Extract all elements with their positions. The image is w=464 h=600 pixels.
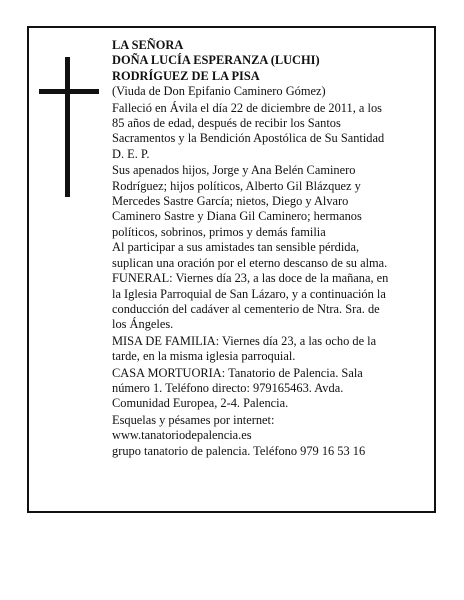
family-paragraph: [112, 163, 424, 240]
funeral-home-line: CASA MORTUORIA: Tanatorio de Palencia. Sala: [112, 365, 363, 380]
latin-cross-icon: [39, 57, 99, 197]
family-line: Sus apenados hijos, Jorge y Ana Belén Caminero: [112, 163, 356, 178]
deceased-name-line-1: DOÑA LUCÍA ESPERANZA (LUCHI): [112, 53, 320, 68]
family-line: políticos, sobrinos, primos y demás familia: [112, 224, 326, 239]
family-mass-line: tarde, en la misma iglesia parroquial.: [112, 349, 296, 364]
cross-vertical-bar: [65, 57, 70, 197]
family-line: Caminero Sastre y Diana Gil Caminero; hermanos: [112, 209, 362, 224]
request-paragraph: [112, 240, 424, 271]
funeral-line: la Iglesia Parroquial de San Lázaro, y a continuación la: [112, 286, 386, 301]
online-paragraph: [112, 413, 424, 459]
death-paragraph: [112, 101, 424, 163]
death-line: Falleció en Ávila el día 22 de diciembre de 2011, a los: [112, 100, 382, 115]
family-line: Mercedes Sastre García; nietos, Diego y Alvaro: [112, 194, 349, 209]
website-url: www.tanatoriodepalencia.es: [112, 428, 252, 443]
widow-of-line: (Viuda de Don Epifanio Caminero Gómez): [112, 84, 326, 99]
deceased-name-line-2: RODRÍGUEZ DE LA PISA: [112, 68, 260, 83]
funeral-home-paragraph: [112, 366, 424, 412]
funeral-home-line: número 1. Teléfono directo: 979165463. Avda.: [112, 380, 344, 395]
rip-line: D. E. P.: [112, 146, 150, 161]
request-line: suplican una oración por el eterno descanso de su alma.: [112, 255, 388, 270]
funeral-line: los Ángeles.: [112, 317, 174, 332]
death-line: 85 años de edad, después de recibir los Santos: [112, 116, 341, 131]
funeral-line: conducción del cadáver al cementerio de Ntra. Sra. de: [112, 301, 380, 316]
family-mass-paragraph: [112, 334, 424, 365]
notice-title: LA SEÑORA: [112, 38, 184, 52]
cross-horizontal-bar: [39, 89, 99, 94]
funeral-home-line: Comunidad Europea, 2-4. Palencia.: [112, 396, 289, 411]
funeral-line: FUNERAL: Viernes día 23, a las doce de la mañana, en: [112, 271, 389, 286]
contact-footer: grupo tanatorio de palencia. Teléfono 979 16 53 16: [112, 443, 366, 458]
request-line: Al participar a sus amistades tan sensible pérdida,: [112, 240, 360, 255]
family-mass-line: MISA DE FAMILIA: Viernes día 23, a las ocho de la: [112, 333, 377, 348]
obituary-text: [112, 38, 424, 459]
death-line: Sacramentos y la Bendición Apostólica de Su Santidad: [112, 131, 385, 146]
funeral-paragraph: [112, 271, 424, 333]
online-label: Esquelas y pésames por internet:: [112, 412, 275, 427]
family-line: Rodríguez; hijos políticos, Alberto Gil Blázquez y: [112, 178, 361, 193]
